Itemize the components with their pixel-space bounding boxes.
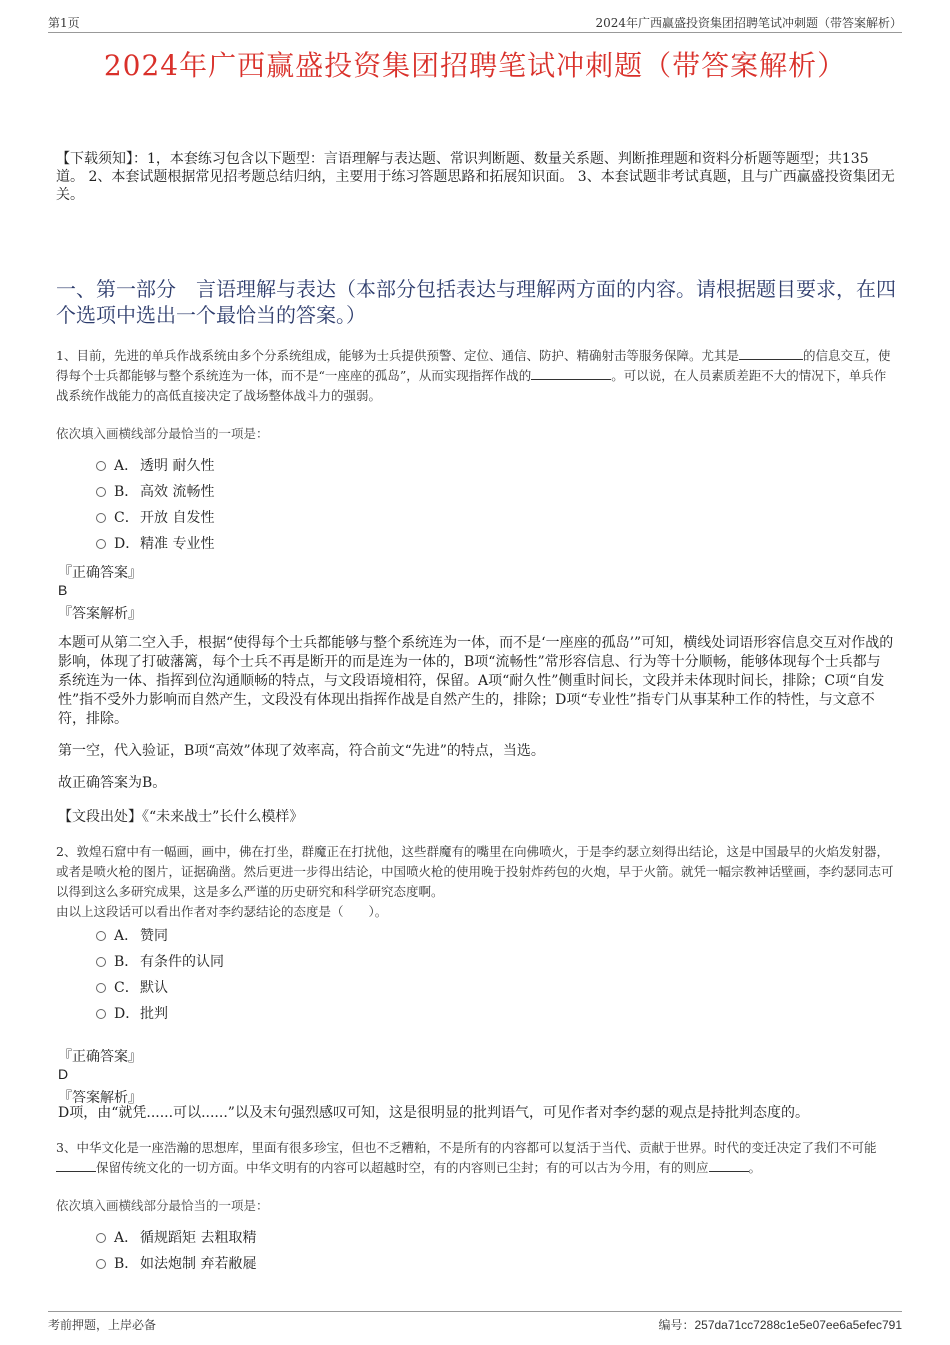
option-letter: D． <box>114 1006 140 1022</box>
answer-blank <box>531 367 611 380</box>
correct-answer-label: 『正确答案』 <box>58 1049 142 1065</box>
question-1-analysis-blank1: 第一空，代入验证，B项“高效”体现了效率高，符合前文“先进”的特点，当选。 <box>58 743 545 759</box>
option-text: 如法炮制 弃若敝屣 <box>140 1256 257 1272</box>
option-text: 默认 <box>140 980 168 996</box>
document-title: 2024年广西赢盛投资集团招聘笔试冲刺题（带答案解析） <box>103 49 847 82</box>
analysis-label: 『答案解析』 <box>58 1090 142 1106</box>
option-letter: B． <box>114 1256 139 1272</box>
question-1-text-part: 1、目前，先进的单兵作战系统由多个分系统组成，能够为士兵提供预警、定位、通信、防护、精确射击等服务保障。尤其是 <box>56 348 739 363</box>
correct-answer-value: D <box>58 1066 69 1082</box>
option-letter: A． <box>114 1230 139 1246</box>
radio-button[interactable] <box>96 1009 106 1019</box>
footer-slogan: 考前押题，上岸必备 <box>48 1318 157 1332</box>
question-1-option-b[interactable] <box>96 482 214 502</box>
option-letter: C． <box>114 980 139 996</box>
option-text: 有条件的认同 <box>140 954 224 970</box>
header-doc-title: 2024年广西赢盛投资集团招聘笔试冲刺题（带答案解析） <box>595 16 902 30</box>
download-notice: 【下载须知】：1，本套练习包含以下题型：言语理解与表达题、常识判断题、数量关系题、判断推理题和资料分析题等题型；共135道。 2、本套试题根据常见招考题总结归纳，主要用于练习答题思路和拓展知识面。 3、本套试题非考试真题，且与广西赢盛投资集团无关。 <box>56 151 895 203</box>
footer-code <box>658 1316 902 1333</box>
question-1-conclusion: 故正确答案为B。 <box>58 775 167 791</box>
footer-code-label: 编号： <box>658 1318 695 1332</box>
option-letter: A． <box>114 928 139 944</box>
correct-answer-label: 『正确答案』 <box>58 565 142 581</box>
question-3-text-part: 3、中华文化是一座浩瀚的思想库，里面有很多珍宝，但也不乏糟粕，不是所有的内容都可以复活于当代、贡献于世界。时代的变迁决定了我们不可能 <box>56 1140 877 1155</box>
option-text: 透明 耐久性 <box>140 458 215 474</box>
question-2-option-b[interactable] <box>96 952 224 972</box>
option-letter: C． <box>114 510 139 526</box>
question-1-option-c[interactable] <box>96 508 214 528</box>
question-3-option-b[interactable] <box>96 1254 256 1274</box>
question-1-option-a[interactable] <box>96 456 214 476</box>
question-2-analysis: D项，由“就凭......可以......”以及末句强烈感叹可知，这是很明显的批判语气，可见作者对李约瑟的观点是持批判态度的。 <box>58 1105 809 1121</box>
section-heading: 一、第一部分 言语理解与表达（本部分包括表达与理解两方面的内容。请根据题目要求，在四个选项中选出一个最恰当的答案。） <box>56 277 896 327</box>
radio-button[interactable] <box>96 1259 106 1269</box>
question-2-option-a[interactable] <box>96 926 168 946</box>
question-2-option-d[interactable] <box>96 1004 168 1024</box>
answer-blank <box>56 1159 96 1172</box>
footer-code-value: 257da71cc7288c1e5e07ee6a5efec791 <box>694 1318 902 1332</box>
radio-button[interactable] <box>96 539 106 549</box>
option-letter: B． <box>114 484 139 500</box>
question-3-text <box>56 1138 896 1178</box>
question-1-text <box>56 346 896 406</box>
question-1-option-d[interactable] <box>96 534 214 554</box>
page-footer <box>48 1311 902 1334</box>
page-number: 第1页 <box>48 16 80 30</box>
question-1-source: 【文段出处】《“未来战士”长什么模样》 <box>58 809 304 825</box>
radio-button[interactable] <box>96 931 106 941</box>
option-text: 批判 <box>140 1006 168 1022</box>
page-header <box>48 12 902 33</box>
option-letter: B． <box>114 954 139 970</box>
radio-button[interactable] <box>96 983 106 993</box>
correct-answer-value: B <box>58 582 68 598</box>
option-text: 开放 自发性 <box>140 510 215 526</box>
radio-button[interactable] <box>96 513 106 523</box>
option-text: 精准 专业性 <box>140 536 215 552</box>
option-letter: A． <box>114 458 139 474</box>
question-2-text: 2、敦煌石窟中有一幅画，画中，佛在打坐，群魔正在打扰他，这些群魔有的嘴里在向佛喷火，于是李约瑟立刻得出结论，这是中国最早的火焰发射器，或者是喷火枪的图片，证据确凿。然后更进一步得出结论，中国喷火枪的使用晚于投射炸药包的火炮，早于火箭。就凭一幅宗教神话壁画，李约瑟同志可以得到这么多研究成果，这是多么严谨的历史研究和科学研究态度啊。 <box>56 844 894 899</box>
radio-button[interactable] <box>96 461 106 471</box>
question-2-option-c[interactable] <box>96 978 168 998</box>
radio-button[interactable] <box>96 1233 106 1243</box>
radio-button[interactable] <box>96 487 106 497</box>
answer-blank <box>739 347 803 360</box>
question-3-prompt: 依次填入画横线部分最恰当的一项是： <box>56 1198 269 1213</box>
question-2-question: 由以上这段话可以看出作者对李约瑟结论的态度是（ ）。 <box>56 904 388 919</box>
question-1-prompt: 依次填入画横线部分最恰当的一项是： <box>56 426 269 441</box>
question-1-text-part: 的信息交互，使得每个士兵都能够与整个系统连为一体，而不是“一座座的孤岛”，从而实现指挥作战的 <box>56 348 891 383</box>
question-1-analysis: 本题可从第二空入手，根据“使得每个士兵都能够与整个系统连为一体，而不是‘一座座的孤岛’”可知，横线处词语形容信息交互对作战的影响，体现了打破藩篱，每个士兵不再是断开的而是连为一体的，B项“流畅性”常形容信息、行为等十分顺畅，能够体现每个士兵都与系统连为一体、指挥到位沟通顺畅的特点，与文段语境相符，保留。A项“耐久性”侧重时间长，文段并未体现时间长，排除；C项“自发性”指不受外力影响而自然产生，文段没有体现出指挥作战是自然产生的，排除；D项“专业性”指专门从事某种工作的特性，与文意不符，排除。 <box>58 635 894 727</box>
analysis-label: 『答案解析』 <box>58 606 142 622</box>
option-letter: D． <box>114 536 140 552</box>
question-3-text-part: 。 <box>748 1160 762 1175</box>
option-text: 高效 流畅性 <box>140 484 215 500</box>
option-text: 循规蹈矩 去粗取精 <box>140 1230 257 1246</box>
option-text: 赞同 <box>140 928 168 944</box>
radio-button[interactable] <box>96 957 106 967</box>
question-1-text-part: 。可以说，在人员素质差距不大的情况下，单兵作战系统作战能力的高低直接决定了战场整体战斗力的强弱。 <box>56 368 887 403</box>
question-3-option-a[interactable] <box>96 1228 256 1248</box>
answer-blank <box>709 1159 749 1172</box>
question-3-text-part: 保留传统文化的一切方面。中华文明有的内容可以超越时空，有的内容则已尘封；有的可以古为今用，有的则应 <box>96 1160 709 1175</box>
